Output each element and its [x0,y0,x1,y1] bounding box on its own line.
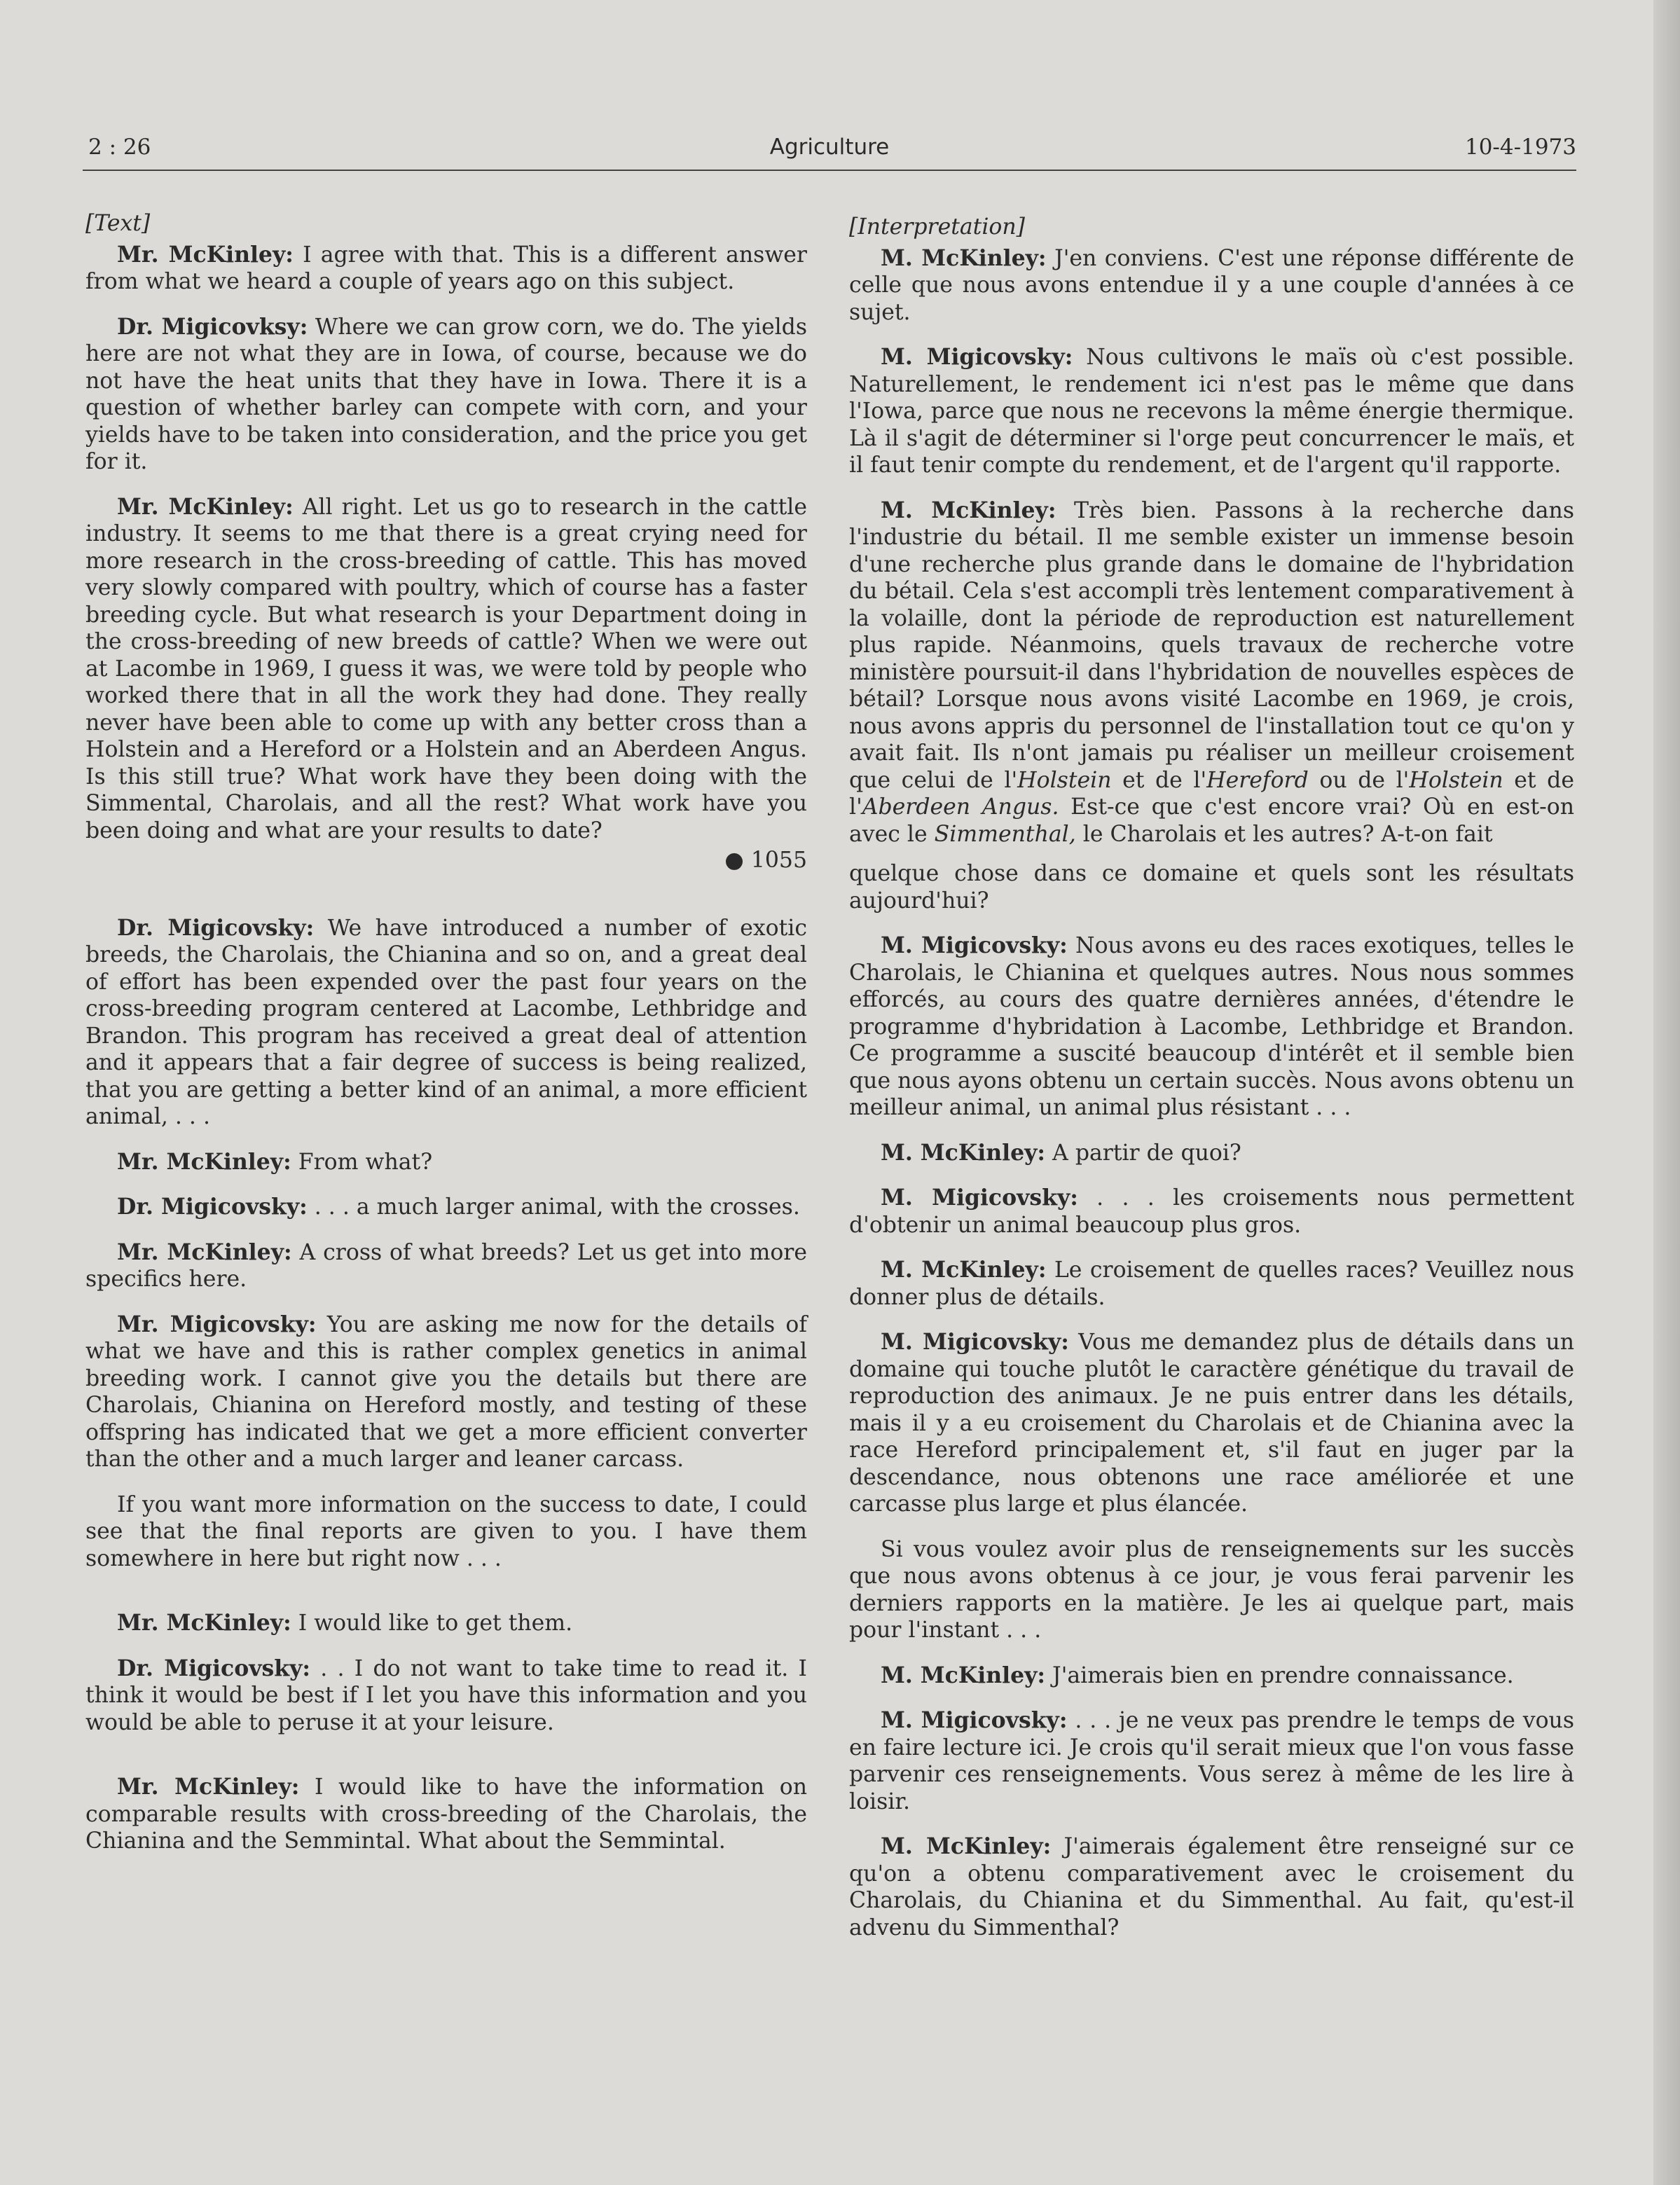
paragraph-text: . . I do not want to take time to read it. I think it would be best if I let you have this information and you would be able to peruse it at your leisure. [85,1655,808,1735]
paragraph [85,494,807,845]
paragraph [85,1610,807,1637]
paragraph-text: Le croisement de quelles races? Veuillez nous donner plus de détails. [849,1257,1574,1310]
speaker: M. McKinley: [881,244,1047,271]
paragraph-text: Très bien. Passons à la recherche dans l'industrie du bétail. Il me semble exister un immense besoin d'une recherche plus grande dans le domaine de l'hybridation du bétail. Cela s'est accompli très lentement comparativement à la volaille, dont la période de reproduction est naturellement plus rapide. Néanmoins, quels travaux de recherche votre ministère poursuit-il dans l'hybridation de nouvelles espèces de bétail? Lorsque nous avons visité Lacombe en 1969, je crois, nous avons appris du personnel de l'installation tout ce qu'on y avait fait. Ils n'ont jamais pu réaliser un meilleur croisement que celui de l' [849,497,1574,793]
paragraph-text: A partir de quoi? [1045,1140,1241,1166]
speaker: Mr. McKinley: [117,1148,291,1175]
english-column [85,210,807,1873]
paragraph-text: A cross of what breeds? Let us get into more specifics here. [85,1239,807,1292]
paragraph [849,1257,1574,1311]
paragraph [849,1329,1574,1518]
breed-name: Aberdeen Angus. [862,794,1059,820]
speaker: Mr. McKinley: [117,1239,292,1265]
paragraph [85,242,807,296]
paragraph [85,1491,807,1573]
spacer [85,1590,807,1610]
paragraph [85,314,807,476]
spacer [85,1754,807,1774]
speaker: Dr. Migicovsky: [117,914,315,941]
spacer [85,874,807,915]
time-marker: ● 1055 [724,848,807,873]
speaker: Mr. McKinley: [117,493,294,520]
speaker: M. Migicovsky: [881,1185,1078,1211]
speaker: M. Migicovsky: [881,344,1073,370]
paragraph-text: . . . je ne veux pas prendre le temps de vous en faire lecture ici. Je crois qu'il serait mieux que l'on vous fasse parvenir ces renseignements. Vous serez à même de les lire à loisir. [849,1708,1574,1814]
paragraph-text: J'aimerais également être renseigné sur ce qu'on a obtenu comparativement avec le croisement du Charolais, du Chianina et du Simmenthal. Au fait, qu'est-il advenu du Simmenthal? [849,1834,1574,1941]
paragraph [849,1707,1574,1815]
speaker: Dr. Migicovksy: [117,313,308,340]
paragraph-text: You are asking me now for the details of what we have and this is rather complex genetics in animal breeding work. I cannot give you the details but there are Charolais, Chianina on Hereford mostly, and testing of these offspring has indicated that we get a more efficient converter than the other and a much larger and leaner carcass. [85,1311,807,1472]
speaker: Mr. Migicovsky: [117,1311,317,1337]
speaker: Dr. Migicovsky: [117,1194,308,1220]
column-label: [Interpretation] [849,214,1025,240]
paragraph-text: . . . les croisements nous permettent d'obtenir un animal beaucoup plus gros. [849,1185,1574,1238]
breed-name: Hereford [1206,767,1309,793]
paragraph [849,932,1574,1122]
paragraph-text: J'en conviens. C'est une réponse différente de celle que nous avons entendue il y a une couple d'années à ce sujet. [849,245,1574,325]
paragraph [849,497,1574,848]
speaker: M. Migicovsky: [881,932,1068,958]
paragraph [849,1185,1574,1239]
speaker: M. Migicovsky: [881,1707,1068,1733]
speaker: Dr. Migicovsky: [117,1655,311,1681]
paragraph-text: We have introduced a number of exotic breeds, the Charolais, the Chianina and so on, and a great deal of effort has been expended over the past four years on the cross-breeding program centered at Lacombe, Lethbridge and Brandon. This program has received a great deal of attention and it appears that a fair degree of success is being realized, that you are getting a better kind of an animal, a more efficient animal, . . . [85,915,808,1129]
paragraph-text: Nous cultivons le maïs où c'est possible. Naturellement, le rendement ici n'est pas le même que dans l'Iowa, parce que nous ne recevons la même énergie thermique. Là il s'agit de déterminer si l'orge peut concurrencer le maïs, et il faut tenir compte du rendement, et de l'argent qu'il rapporte. [849,345,1574,478]
paragraph-text: Nous avons eu des races exotiques, telles le Charolais, le Chianina et quelques autres. Nous nous sommes efforcés, au cours des quatre dernières années, d'étendre le programme d'hybridation à Lacombe, Lethbridge et Brandon. Ce programme a suscité beaucoup d'intérêt et il semble bien que nous ayons obtenu un certain succès. Nous avons obtenu un meilleur animal, un animal plus résistant . . . [849,933,1574,1120]
paragraph-text: le Charolais et les autres? A-t-on fait [1075,821,1493,847]
header-page-number: 2 : 26 [88,135,151,160]
paragraph-text: From what? [291,1149,433,1175]
paragraph-text: J'aimerais bien en prendre connaissance. [1045,1662,1514,1688]
paragraph [85,1774,807,1855]
paragraph-text: If you want more information on the success to date, I could see that the final reports are given to you. I have them somewhere in here but right now . . . [85,1491,807,1571]
speaker: M. McKinley: [881,1833,1052,1859]
breed-name: Holstein [1017,767,1112,793]
paragraph [85,1239,807,1293]
speaker: M. McKinley: [881,1139,1046,1166]
speaker: Mr. McKinley: [117,1610,291,1636]
paragraph-text: Where we can grow corn, we do. The yields here are not what they are in Iowa, of course, because we do not have the heat units that they have in Iowa. There it is a question of whether barley can compete with corn, and your yields have to be taken into consideration, and the price you get for it. [85,314,807,474]
speaker: Mr. McKinley: [117,241,294,268]
paragraph-text: All right. Let us go to research in the cattle industry. It seems to me that there is a great crying need for more research in the cross-breeding of cattle. This has moved very slowly compared with poultry, which of course has a faster breeding cycle. But what research is your Department doing in the cross-breeding of new breeds of cattle? When we were out at Lacombe in 1969, I guess it was, we were told by people who worked there that in all the work they had done. They really never have been able to come up with any better cross than a Holstein and a Hereford or a Holstein and an Aberdeen Angus. Is this still true? What work have they been doing with the Simmental, Charolais, and all the rest? What work have you been doing and what are your results to date? [85,494,807,843]
speaker: M. McKinley: [881,1257,1047,1283]
paragraph-text: Est-ce que c'est encore vrai? Où en est-on avec le [849,794,1574,847]
paragraph-text: ou de l' [1308,767,1410,793]
paragraph [849,1662,1574,1690]
speaker: M. Migicovsky: [881,1329,1069,1355]
speaker: Mr. McKinley: [117,1774,300,1800]
paragraph-text: I would like to get them. [291,1611,573,1636]
paragraph-text: et de l' [1111,767,1207,793]
paragraph [849,245,1574,326]
paragraph [85,1655,807,1737]
paragraph [85,1149,807,1176]
paragraph [849,344,1574,479]
header-date: 10-4-1973 [1464,135,1576,160]
breed-name: Simmenthal, [934,821,1076,847]
french-column [849,214,1574,1959]
paragraph-text: Vous me demandez plus de détails dans un domaine qui touche plutôt le caractère génétique du travail de reproduction des animaux. Je ne puis entrer dans les détails, mais il y a eu croisement du Charolais et de Chianina avec la race Hereford principalement et, s'il faut en juger par la descendance, nous obtenons une race améliorée et une carcasse plus large et plus élancée. [849,1330,1574,1517]
speaker: M. McKinley: [881,497,1056,523]
paragraph-text: I would like to have the information on comparable results with cross-breeding of the Charolais, the Chianina and the Semmintal. What about the Semmintal. [85,1774,807,1854]
page-edge [1653,0,1680,2185]
paragraph [85,1194,807,1221]
paragraph [85,1311,807,1473]
paragraph-text: . . . a much larger animal, with the crosses. [307,1194,800,1220]
header-title: Agriculture [769,135,890,160]
breed-name: Holstein [1409,767,1503,793]
speaker: M. McKinley: [881,1662,1046,1688]
paragraph [849,1833,1574,1941]
paragraph-text: et de l' [849,767,1574,820]
column-label: [Text] [85,211,151,236]
paragraph [85,915,807,1131]
paragraph-text: Si vous voulez avoir plus de renseignements sur les succès que nous avons obtenus à ce jour, je vous ferai parvenir les derniers rapports en la matière. Je les ai quelque part, mais pour l'instant . . . [849,1536,1574,1643]
page-header [83,126,1576,171]
paragraph [849,1140,1574,1167]
paragraph-text: I agree with that. This is a different answer from what we heard a couple of years ago on this subject. [85,242,807,294]
paragraph-continuation: quelque chose dans ce domaine et quels sont les résultats aujourd'hui? [849,861,1574,914]
paragraph [849,1536,1574,1644]
